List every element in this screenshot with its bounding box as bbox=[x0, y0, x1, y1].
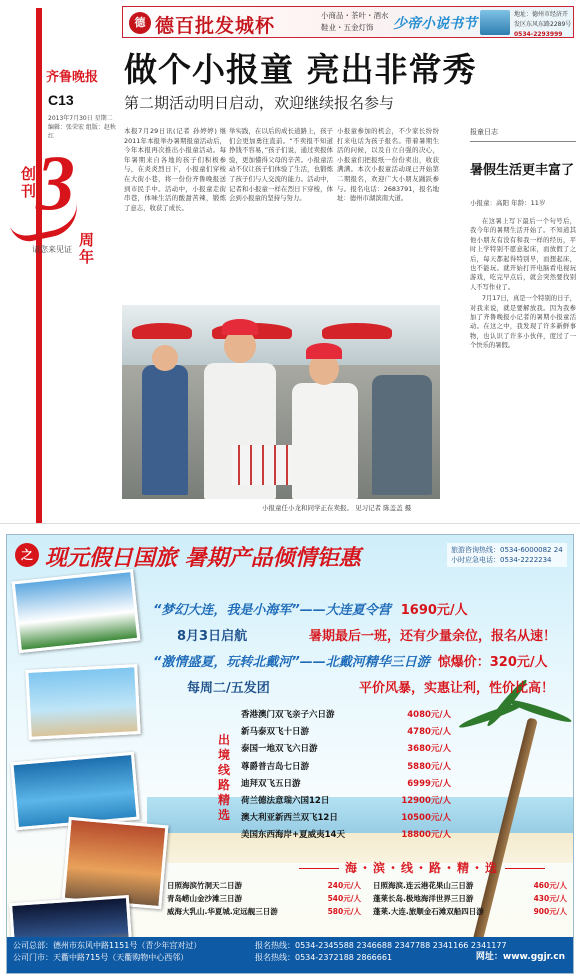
route-item[interactable] bbox=[241, 810, 451, 827]
travel-ad[interactable] bbox=[6, 534, 574, 974]
seaside-route-item[interactable] bbox=[167, 892, 361, 905]
destination-photo-resort bbox=[25, 664, 141, 740]
route-item[interactable] bbox=[241, 776, 451, 793]
footer-website-link[interactable]: 网址：www.ggjr.cn bbox=[475, 952, 565, 962]
edition-number: C13 bbox=[48, 92, 74, 108]
outbound-route-list bbox=[241, 707, 451, 845]
route-price: 6999元/人 bbox=[407, 778, 451, 789]
route-name: 尊爵普吉岛七日游 bbox=[241, 761, 310, 772]
photo-person bbox=[372, 375, 432, 495]
edition-meta: 2013年7月30日 星期二 编辑：张荣宏 组版：赵秋红 bbox=[48, 115, 116, 140]
footer-branch-address: 公司门市：天衢中路715号（天衢购物中心西邻） bbox=[13, 953, 189, 962]
route-price: 540元/人 bbox=[327, 894, 361, 903]
route-item[interactable] bbox=[241, 759, 451, 776]
route-name: 泰国一地双飞六日游 bbox=[241, 744, 318, 755]
route-price: 18800元/人 bbox=[401, 830, 451, 841]
route-name: 新马泰双飞十日游 bbox=[241, 727, 310, 738]
outbound-routes-label: 出境线路精选 bbox=[217, 733, 230, 822]
route-name: 香港澳门双飞亲子六日游 bbox=[241, 710, 335, 720]
footer-company-address: 公司总部：德州市东风中路1151号（青少年宫对过） bbox=[13, 941, 202, 950]
anniversary-swoosh bbox=[8, 201, 83, 245]
palm-leaf bbox=[507, 697, 572, 725]
route-name: 澳大利亚新西兰双飞12日 bbox=[241, 813, 338, 824]
sidebar-title: 暑假生活更丰富了 bbox=[470, 163, 575, 178]
news-photo bbox=[122, 305, 440, 499]
promo-last-batch: 暑期最后一班，还有少量余位，报名从速！ bbox=[309, 629, 557, 644]
seaside-route-item[interactable] bbox=[167, 879, 361, 892]
promo-beidaihe-price: 惊爆价：320元/人 bbox=[437, 655, 548, 670]
route-name: 蓬莱长岛.极地海洋世界三日游 bbox=[373, 894, 474, 903]
anniversary-logo bbox=[2, 139, 122, 298]
route-price: 460元/人 bbox=[533, 881, 567, 890]
route-price: 900元/人 bbox=[533, 907, 567, 916]
promo-dalian bbox=[153, 599, 468, 618]
sidebar-paragraph: 7月17日，真是一个特别的日子，对我来说，就是要解放我。因为我参加了齐鲁晚报小记者的暑期小报童活动。在这之中，我发现了许多新鲜事物，也认识了许多小伙伴，度过了一个快乐的暑假。 bbox=[470, 295, 576, 350]
article-subhead: 第二期活动明日启动，欢迎继续报名参与 bbox=[124, 94, 395, 112]
ad-address: 德州市经济开发区东风东路2289号 bbox=[514, 11, 572, 28]
route-price: 4780元/人 bbox=[407, 727, 451, 738]
seaside-route-item[interactable] bbox=[373, 879, 567, 892]
promo-beidaihe bbox=[153, 651, 548, 670]
route-item[interactable] bbox=[241, 724, 451, 741]
top-banner-ad[interactable] bbox=[122, 6, 574, 38]
route-price: 5880元/人 bbox=[407, 761, 451, 772]
photo-person bbox=[142, 365, 188, 495]
photo-cap bbox=[306, 343, 342, 359]
route-price: 430元/人 bbox=[533, 894, 567, 903]
route-name: 日照海滨竹洞天二日游 bbox=[167, 881, 242, 890]
route-price: 10500元/人 bbox=[401, 813, 451, 824]
anniversary-motto: 请您来见证 bbox=[32, 245, 72, 254]
travel-contact: 旅游咨询热线：0534-6000082 24小时应急电话：0534-2222234 bbox=[447, 543, 567, 567]
route-price: 240元/人 bbox=[327, 881, 361, 890]
route-name: 美国东西海岸+夏威夷14天 bbox=[241, 830, 345, 841]
seaside-route-item[interactable] bbox=[373, 892, 567, 905]
footer-hotlines bbox=[255, 940, 507, 964]
ad-slogan: 少帝小说书节 bbox=[393, 15, 477, 31]
route-price: 580元/人 bbox=[327, 907, 361, 916]
seaside-route-list bbox=[167, 879, 567, 918]
route-name: 青岛崂山金沙滩三日游 bbox=[167, 894, 242, 903]
ad-photo bbox=[480, 10, 510, 35]
promo-beidaihe-text: “激情盛夏，玩转北戴河”——北戴河精华三日游 bbox=[153, 655, 430, 670]
sidebar-tag: 报童日志 bbox=[470, 127, 576, 142]
route-item[interactable] bbox=[241, 741, 451, 758]
article-column-2: 举实践，在以后的成长道路上，孩子们会更加勇往直前。“不卖报不知道挣钱不容易，”孩子们说，通过卖报体验，更加懂得父母的辛苦。小报童活动不仅让孩子们体验了生活，也锻炼了孩子们与人交流的能力。活动中，记者和小报童一样在烈日下穿梭，体会到小报童的坚持与努力。 bbox=[229, 127, 333, 203]
route-name: 蓬莱.大连.旅顺金石滩双船四日游 bbox=[373, 907, 484, 916]
promo-dalian-text: “梦幻大连，我是小海军”——大连夏令营 bbox=[153, 603, 391, 618]
ad-address-block bbox=[514, 10, 574, 40]
route-item[interactable] bbox=[241, 827, 451, 844]
article-column-3: 小报童参加的机会，不少家长纷纷打来电话为孩子报名。带着暑期生活的问候，以及自立自强的决心，小报童们把报纸一份份卖出，收获满满。本次小报童活动现已开始第二期报名，欢迎广大小朋友踊跃参与。报名电话：2683791，报名地址：德州市湖滨南大道。 bbox=[337, 127, 439, 203]
ad-categories: 小商品・茶叶・酒水 鞋业・五金灯饰 bbox=[321, 11, 389, 32]
route-name: 日照海滨.连云港花果山三日游 bbox=[373, 881, 474, 890]
sidebar-paragraph: 在这暑上写下最后一个句号后，我今年的暑期生活开始了。不知道其他小朋友有没有和我一样的经历，平时上学特别不愿意起床，而放假了之后，每天都起得特别早，而想起床，也不能玩。就开始打开电脑看电视玩游戏，吃完早点后，就会突然要找别人不写作业了。 bbox=[470, 218, 576, 291]
photo-tent bbox=[322, 323, 392, 339]
brand-logo: 德 bbox=[129, 12, 151, 34]
footer-hotline-1: 报名热线：0534-2345588 2346688 2347788 2341166 2341177 bbox=[255, 941, 507, 950]
photo-caption: 小报童任小龙和同学正在卖报。 见习记者 陈盖盖 摄 bbox=[262, 504, 412, 512]
brand-name: 德百批发城杯 bbox=[155, 15, 276, 37]
article-headline: 做个小报童 亮出非常秀 bbox=[124, 50, 477, 89]
anniversary-number: 3 bbox=[36, 139, 75, 226]
sidebar-body bbox=[470, 217, 576, 351]
anniversary-chuangkan: 创刊 bbox=[19, 166, 37, 200]
sidebar-author: 小报童：高阳 年龄：11岁 bbox=[470, 199, 546, 207]
promo-departure: 8月3日启航 bbox=[177, 629, 248, 644]
route-name: 威海大乳山.华夏城.定远舰三日游 bbox=[167, 907, 278, 916]
route-price: 12900元/人 bbox=[401, 796, 451, 807]
destination-photo-temple bbox=[12, 569, 141, 653]
travel-ad-title: 现元假日国旅 暑期产品倾情钜惠 bbox=[45, 545, 361, 571]
travel-logo: 之 bbox=[15, 543, 39, 567]
photo-cap bbox=[222, 319, 258, 335]
article-column-1: 本报7月29日讯(记者 孙婷婷) 继2011年本报举办暑期报童活动后，今年本报再次推出小报童活动。每年暑期来自各地的孩子们积极参与，在炎炎烈日下，小报童们穿梭在大街小巷，将一份份齐鲁晚报送到市民手中。活动中，小报童走街串巷，体味生活的酸甜苦辣，锻炼了意志，收获了成长。 bbox=[124, 127, 226, 212]
promo-dalian-price: 1690元/人 bbox=[400, 603, 468, 618]
route-name: 荷兰德法意瑞六国12日 bbox=[241, 796, 330, 807]
seaside-route-item[interactable] bbox=[167, 905, 361, 918]
route-price: 4080元/人 bbox=[407, 710, 451, 720]
anniversary-zhounian: 周年 bbox=[77, 232, 95, 266]
photo-newsboy bbox=[292, 383, 358, 499]
route-price: 3680元/人 bbox=[407, 744, 451, 755]
ad-phone: 0534-2293999 bbox=[514, 31, 563, 38]
ad-address-label: 地址： bbox=[514, 11, 533, 18]
seaside-route-item[interactable] bbox=[373, 905, 567, 918]
route-item[interactable] bbox=[241, 793, 451, 810]
photo-tent bbox=[132, 323, 192, 339]
photo-face bbox=[152, 345, 178, 371]
travel-ad-footer bbox=[7, 937, 574, 974]
promo-value: 平价风暴，实惠让利，性价比高！ bbox=[359, 681, 555, 696]
section-divider bbox=[0, 523, 580, 529]
promo-schedule: 每周二/五发团 bbox=[187, 681, 270, 696]
route-name: 迪拜双飞五日游 bbox=[241, 778, 301, 789]
footer-hotline-2: 报名热线：0534-2372188 2866661 bbox=[255, 953, 393, 962]
sidebar-column bbox=[470, 127, 576, 353]
route-item[interactable] bbox=[241, 707, 451, 724]
seaside-routes-header: 海・滨・线・路・精・选 bbox=[293, 859, 551, 876]
paper-name: 齐鲁晚报 bbox=[46, 70, 99, 85]
